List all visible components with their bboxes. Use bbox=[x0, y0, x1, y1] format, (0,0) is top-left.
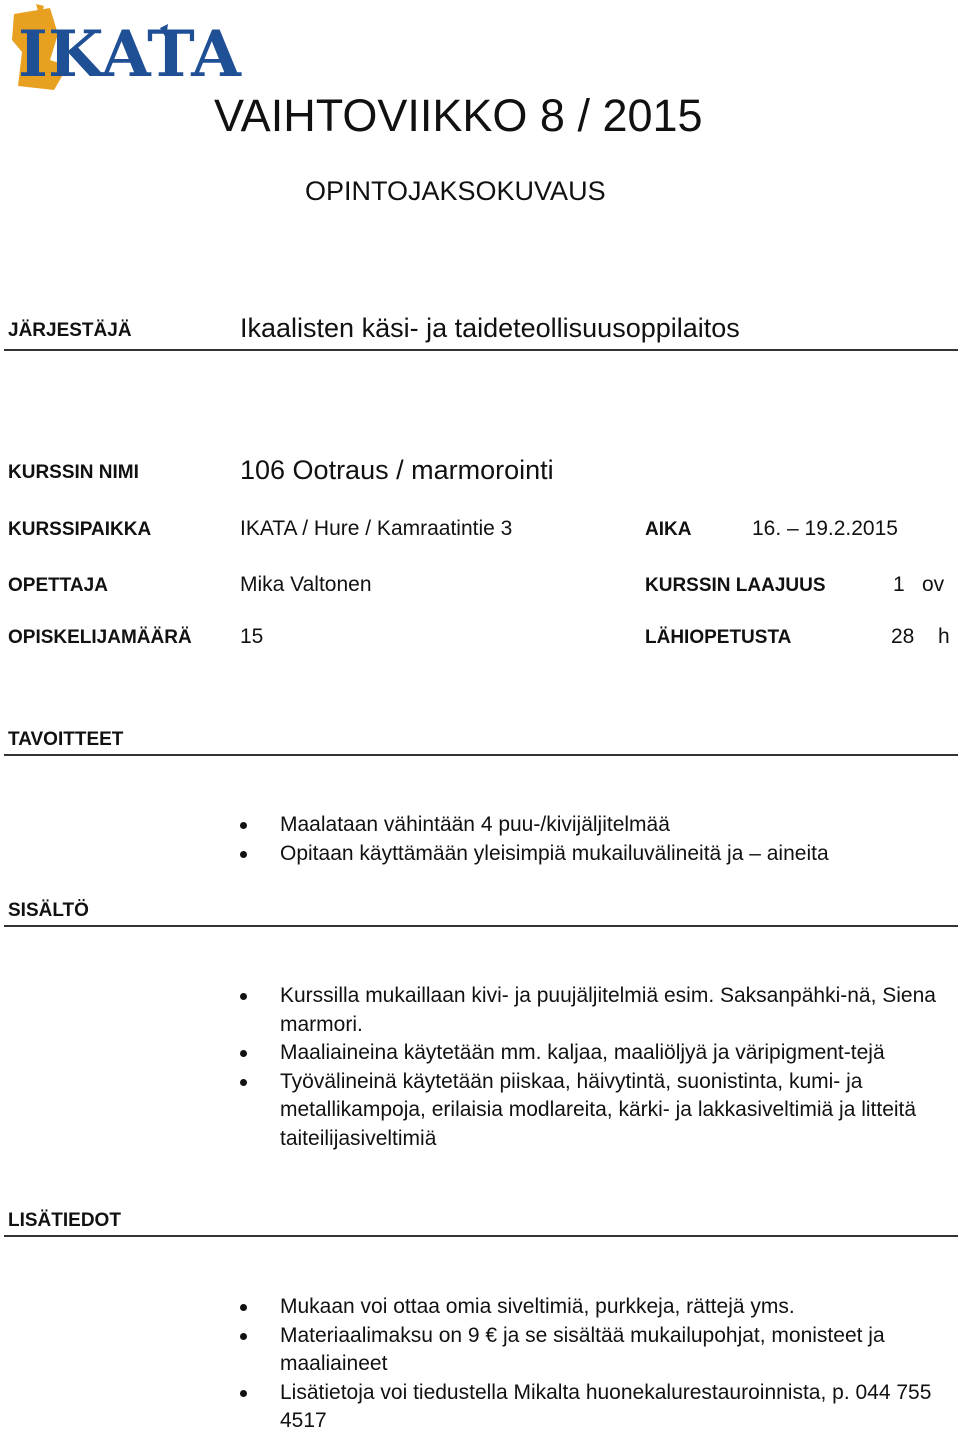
sisalto-label: SISÄLTÖ bbox=[8, 900, 89, 921]
kurssipaikka-value: IKATA / Hure / Kamraatintie 3 bbox=[240, 517, 513, 540]
ikata-logo-image bbox=[10, 4, 241, 100]
aika-label: AIKA bbox=[645, 519, 692, 540]
jarjestaja-label: JÄRJESTÄJÄ bbox=[8, 320, 132, 341]
kurssin-nimi-label: KURSSIN NIMI bbox=[8, 462, 139, 483]
lisatiedot-label: LISÄTIEDOT bbox=[8, 1210, 121, 1231]
kurssin-laajuus-label: KURSSIN LAAJUUS bbox=[645, 575, 826, 596]
list-item: Mukaan voi ottaa omia siveltimiä, purkkeja, rättejä yms. bbox=[232, 1293, 950, 1322]
document-title: VAIHTOVIIKKO 8 / 2015 bbox=[214, 90, 703, 141]
jarjestaja-value: Ikaalisten käsi- ja taideteollisuusoppilaitos bbox=[240, 313, 740, 343]
section-divider bbox=[4, 1235, 958, 1237]
list-item: Opitaan käyttämään yleisimpiä mukailuvälineitä ja – aineita bbox=[232, 840, 932, 869]
section-divider bbox=[4, 349, 958, 351]
kurssin-laajuus-value: 1 bbox=[893, 573, 905, 596]
tavoitteet-label: TAVOITTEET bbox=[8, 729, 124, 750]
lahiopetusta-value: 28 bbox=[891, 625, 915, 648]
tavoitteet-list bbox=[232, 811, 932, 868]
document-subtitle: OPINTOJAKSOKUVAUS bbox=[305, 176, 606, 206]
list-item: Materiaalimaksu on 9 € ja se sisältää mukailupohjat, monisteet ja maaliaineet bbox=[232, 1322, 950, 1379]
lisatiedot-list bbox=[232, 1293, 950, 1436]
kurssipaikka-label: KURSSIPAIKKA bbox=[8, 519, 152, 540]
list-item: Maaliaineina käytetään mm. kaljaa, maaliöljyä ja väripigment-tejä bbox=[232, 1039, 948, 1068]
section-divider bbox=[4, 925, 958, 927]
logo-lettering: IKATA bbox=[18, 17, 241, 92]
lahiopetusta-label: LÄHIOPETUSTA bbox=[645, 627, 792, 648]
section-divider bbox=[4, 754, 958, 756]
opiskelijamaara-value: 15 bbox=[240, 625, 264, 648]
kurssin-nimi-value: 106 Ootraus / marmorointi bbox=[240, 455, 554, 485]
list-item: Lisätietoja voi tiedustella Mikalta huonekalurestauroinnista, p. 044 755 4517 bbox=[232, 1379, 950, 1436]
ikata-logo bbox=[10, 4, 241, 100]
kurssin-laajuus-unit: ov bbox=[922, 573, 945, 596]
lahiopetusta-unit: h bbox=[938, 625, 950, 648]
opettaja-value: Mika Valtonen bbox=[240, 573, 372, 596]
list-item: Maalataan vähintään 4 puu-/kivijäljitelmää bbox=[232, 811, 932, 840]
opettaja-label: OPETTAJA bbox=[8, 575, 108, 596]
opiskelijamaara-label: OPISKELIJAMÄÄRÄ bbox=[8, 627, 192, 648]
aika-value: 16. – 19.2.2015 bbox=[752, 517, 898, 540]
sisalto-list bbox=[232, 982, 948, 1153]
list-item: Kurssilla mukaillaan kivi- ja puujäljitelmiä esim. Saksanpähki-nä, Siena marmori. bbox=[232, 982, 948, 1039]
list-item: Työvälineinä käytetään piiskaa, häivytintä, suonistinta, kumi- ja metallikampoja, erilaisia modlareita, kärki- ja lakkasiveltimiä ja litteitä taiteilijasiveltimiä bbox=[232, 1068, 948, 1154]
